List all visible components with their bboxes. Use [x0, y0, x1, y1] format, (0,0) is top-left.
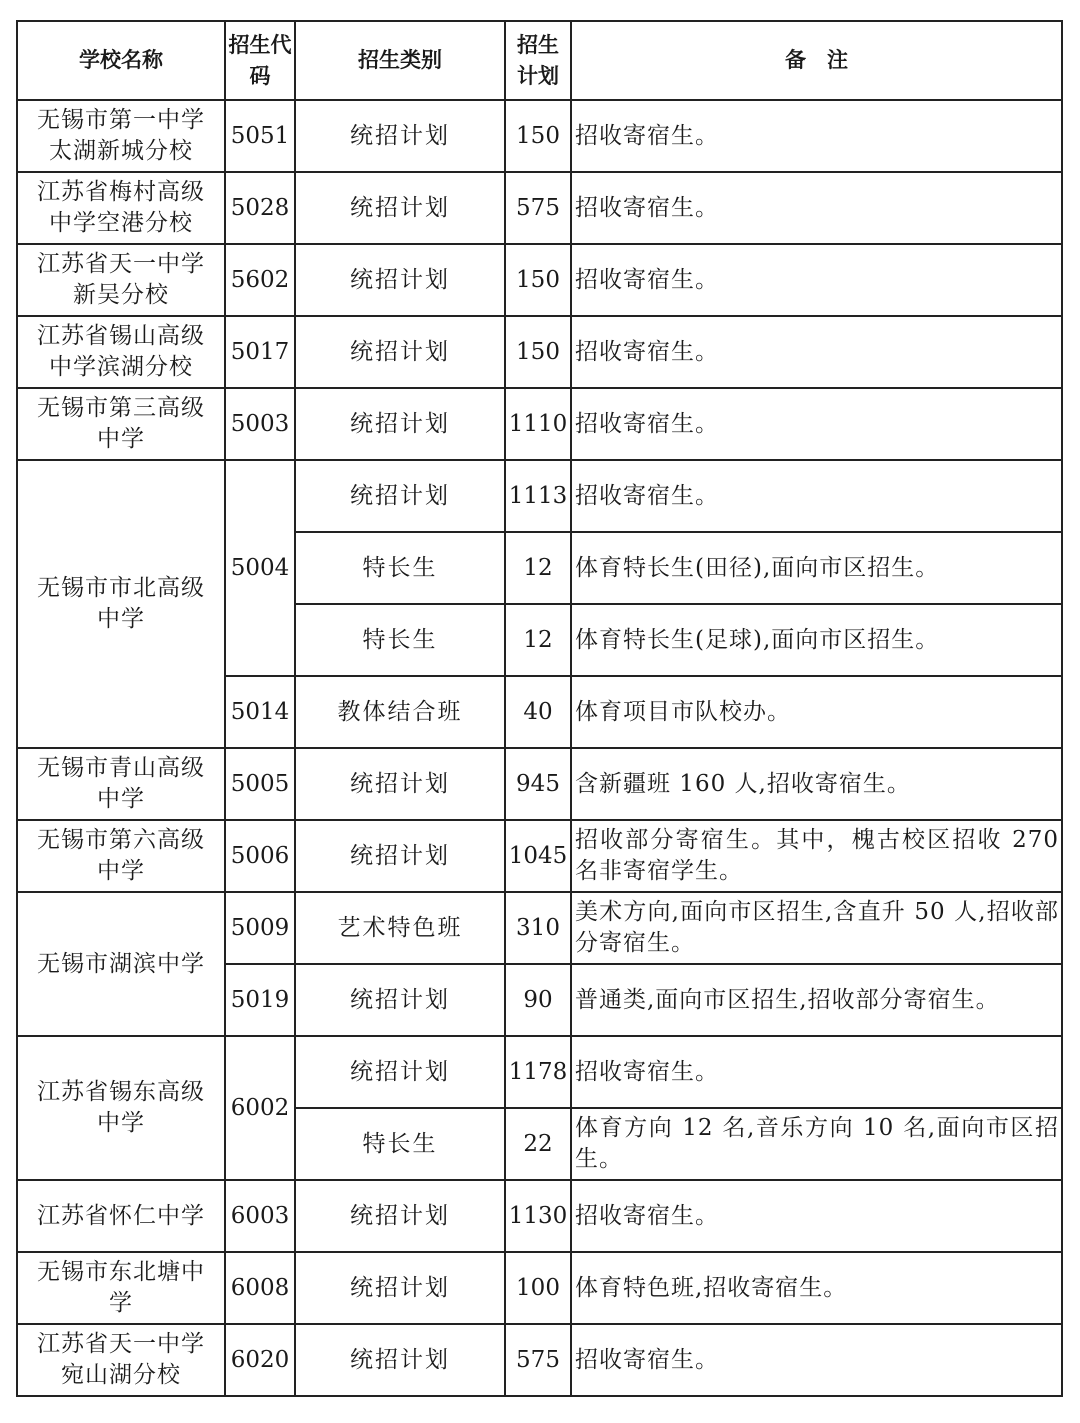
remark-cell: 体育特长生(足球),面向市区招生。 [571, 604, 1062, 676]
school-name-cell: 江苏省天一中学宛山湖分校 [17, 1324, 225, 1396]
enrollment-table [16, 20, 1063, 1397]
plan-cell: 150 [505, 316, 571, 388]
code-cell: 5004 [225, 460, 295, 676]
category-cell: 统招计划 [295, 244, 505, 316]
header-category: 招生类别 [295, 21, 505, 100]
plan-cell: 1113 [505, 460, 571, 532]
table-row [17, 1036, 1062, 1108]
school-name-cell: 江苏省锡东高级中学 [17, 1036, 225, 1180]
school-name-cell: 无锡市市北高级中学 [17, 460, 225, 748]
remark-cell: 普通类,面向市区招生,招收部分寄宿生。 [571, 964, 1062, 1036]
school-name-cell: 无锡市湖滨中学 [17, 892, 225, 1036]
code-cell: 6003 [225, 1180, 295, 1252]
remark-cell: 招收寄宿生。 [571, 1324, 1062, 1396]
category-cell: 统招计划 [295, 172, 505, 244]
plan-cell: 1110 [505, 388, 571, 460]
category-cell: 特长生 [295, 604, 505, 676]
code-cell: 5009 [225, 892, 295, 964]
table-row [17, 316, 1062, 388]
remark-cell: 招收寄宿生。 [571, 1180, 1062, 1252]
remark-cell: 体育项目市队校办。 [571, 676, 1062, 748]
plan-cell: 12 [505, 604, 571, 676]
code-cell: 5006 [225, 820, 295, 892]
category-cell: 统招计划 [295, 1252, 505, 1324]
remark-cell: 招收寄宿生。 [571, 316, 1062, 388]
plan-cell: 1130 [505, 1180, 571, 1252]
code-cell: 6008 [225, 1252, 295, 1324]
remark-cell: 含新疆班 160 人,招收寄宿生。 [571, 748, 1062, 820]
code-cell: 6020 [225, 1324, 295, 1396]
school-name-cell: 江苏省怀仁中学 [17, 1180, 225, 1252]
category-cell: 统招计划 [295, 460, 505, 532]
remark-cell: 招收部分寄宿生。其中，槐古校区招收 270 名非寄宿学生。 [571, 820, 1062, 892]
school-name-cell: 无锡市第三高级中学 [17, 388, 225, 460]
school-name-cell: 江苏省锡山高级中学滨湖分校 [17, 316, 225, 388]
remark-cell: 体育特色班,招收寄宿生。 [571, 1252, 1062, 1324]
header-school: 学校名称 [17, 21, 225, 100]
table-row [17, 460, 1062, 532]
category-cell: 统招计划 [295, 748, 505, 820]
code-cell: 5005 [225, 748, 295, 820]
school-name-cell: 江苏省天一中学新吴分校 [17, 244, 225, 316]
category-cell: 特长生 [295, 532, 505, 604]
category-cell: 教体结合班 [295, 676, 505, 748]
category-cell: 艺术特色班 [295, 892, 505, 964]
school-name-cell: 江苏省梅村高级中学空港分校 [17, 172, 225, 244]
remark-cell: 招收寄宿生。 [571, 388, 1062, 460]
remark-cell: 体育方向 12 名,音乐方向 10 名,面向市区招生。 [571, 1108, 1062, 1180]
remark-cell: 招收寄宿生。 [571, 244, 1062, 316]
plan-cell: 310 [505, 892, 571, 964]
school-name-cell: 无锡市第一中学太湖新城分校 [17, 100, 225, 172]
table-row [17, 748, 1062, 820]
remark-cell: 美术方向,面向市区招生,含直升 50 人,招收部分寄宿生。 [571, 892, 1062, 964]
plan-cell: 945 [505, 748, 571, 820]
code-cell: 5602 [225, 244, 295, 316]
category-cell: 统招计划 [295, 1036, 505, 1108]
table-row [17, 388, 1062, 460]
plan-cell: 575 [505, 1324, 571, 1396]
plan-cell: 100 [505, 1252, 571, 1324]
school-name-cell: 无锡市第六高级中学 [17, 820, 225, 892]
code-cell: 5019 [225, 964, 295, 1036]
code-cell: 6002 [225, 1036, 295, 1180]
code-cell: 5014 [225, 676, 295, 748]
school-name-cell: 无锡市青山高级中学 [17, 748, 225, 820]
plan-cell: 150 [505, 244, 571, 316]
plan-cell: 1178 [505, 1036, 571, 1108]
code-cell: 5003 [225, 388, 295, 460]
plan-cell: 575 [505, 172, 571, 244]
category-cell: 统招计划 [295, 1180, 505, 1252]
header-remark: 备 注 [571, 21, 1062, 100]
table-row [17, 172, 1062, 244]
category-cell: 统招计划 [295, 388, 505, 460]
school-name-cell: 无锡市东北塘中学 [17, 1252, 225, 1324]
plan-cell: 90 [505, 964, 571, 1036]
remark-cell: 招收寄宿生。 [571, 100, 1062, 172]
category-cell: 统招计划 [295, 820, 505, 892]
plan-cell: 12 [505, 532, 571, 604]
table-row [17, 1180, 1062, 1252]
remark-cell: 招收寄宿生。 [571, 460, 1062, 532]
table-row [17, 1252, 1062, 1324]
header-code: 招生代码 [225, 21, 295, 100]
plan-cell: 1045 [505, 820, 571, 892]
table-row [17, 892, 1062, 964]
remark-cell: 体育特长生(田径),面向市区招生。 [571, 532, 1062, 604]
plan-cell: 150 [505, 100, 571, 172]
category-cell: 统招计划 [295, 964, 505, 1036]
code-cell: 5028 [225, 172, 295, 244]
table-row [17, 820, 1062, 892]
table-header-row [17, 21, 1062, 100]
remark-cell: 招收寄宿生。 [571, 172, 1062, 244]
table-row [17, 100, 1062, 172]
category-cell: 特长生 [295, 1108, 505, 1180]
plan-cell: 22 [505, 1108, 571, 1180]
code-cell: 5017 [225, 316, 295, 388]
category-cell: 统招计划 [295, 100, 505, 172]
category-cell: 统招计划 [295, 316, 505, 388]
remark-cell: 招收寄宿生。 [571, 1036, 1062, 1108]
category-cell: 统招计划 [295, 1324, 505, 1396]
plan-cell: 40 [505, 676, 571, 748]
header-plan: 招生计划 [505, 21, 571, 100]
table-row [17, 244, 1062, 316]
table-row [17, 1324, 1062, 1396]
code-cell: 5051 [225, 100, 295, 172]
